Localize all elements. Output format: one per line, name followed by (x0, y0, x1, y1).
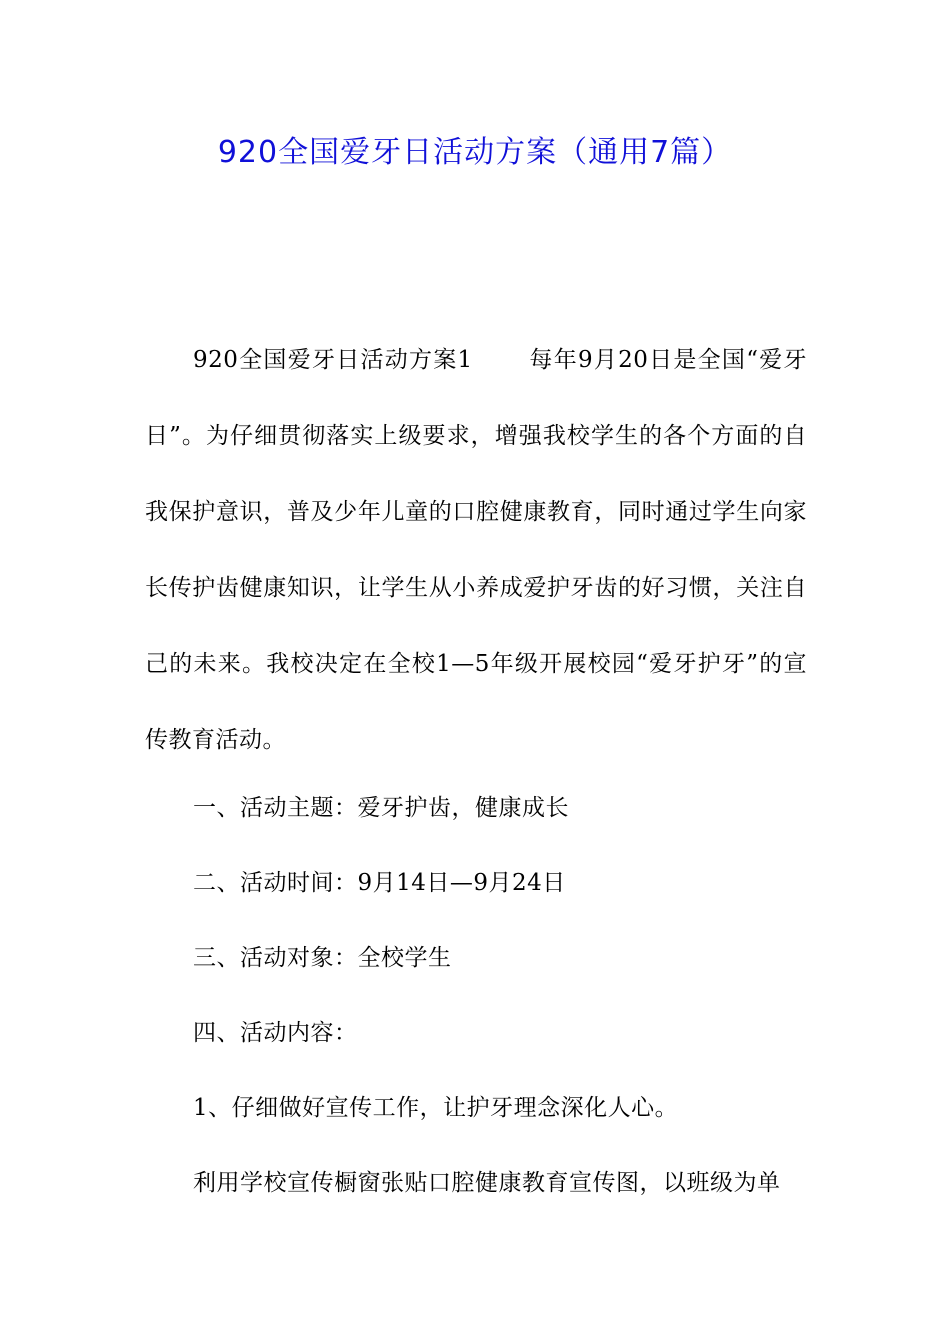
item-theme: 一、活动主题：爱牙护齿，健康成长 (193, 795, 569, 821)
intro-paragraph (145, 322, 807, 778)
document-title: 920全国爱牙日活动方案（通用7篇） (217, 135, 733, 170)
item-target: 三、活动对象：全校学生 (193, 945, 452, 971)
item-content: 四、活动内容： (193, 1020, 358, 1046)
sub-item-1-body: 利用学校宣传橱窗张贴口腔健康教育宣传图，以班级为单 (193, 1170, 781, 1196)
item-time: 二、活动时间：9月14日—9月24日 (193, 870, 566, 896)
sub-item-1: 1、仔细做好宣传工作，让护牙理念深化人心。 (193, 1095, 679, 1121)
intro-heading: 920全国爱牙日活动方案1 (193, 347, 473, 373)
intro-body: 每年9月20日是全国“爱牙日”。为仔细贯彻落实上级要求，增强我校学生的各个方面的自我保护意识，普及少年儿童的口腔健康教育，同时通过学生向家长传护齿健康知识，让学生从小养成爱护牙齿的好习惯，关注自己的未来。我校决定在全校1—5年级开展校园“爱牙护牙”的宣传教育活动。 (145, 347, 807, 753)
